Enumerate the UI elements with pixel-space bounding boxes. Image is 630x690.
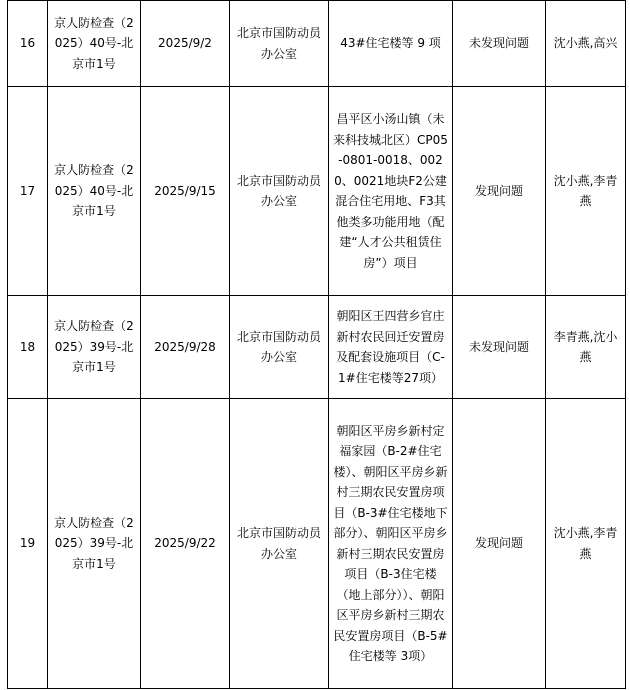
inspection-result: 未发现问题 xyxy=(453,296,546,399)
document-number: 京人防检查（2025）39号-北京市1号 xyxy=(48,296,141,399)
project-name: 昌平区小汤山镇（未来科技城北区）CP05-0801-0018、0020、0021地块F2公建混合住宅用地、F3其他类多功能用地（配建“人才公共租赁住房”）项目 xyxy=(329,87,453,296)
row-number: 19 xyxy=(8,399,48,689)
inspection-records-table xyxy=(7,0,626,689)
inspection-date: 2025/9/2 xyxy=(141,1,230,87)
table-row xyxy=(8,296,626,399)
table-row xyxy=(8,1,626,87)
inspecting-office: 北京市国防动员办公室 xyxy=(230,296,329,399)
document-number: 京人防检查（2025）40号-北京市1号 xyxy=(48,87,141,296)
inspectors: 沈小燕,李青燕 xyxy=(546,399,626,689)
inspectors: 沈小燕,高兴 xyxy=(546,1,626,87)
inspection-result: 未发现问题 xyxy=(453,1,546,87)
inspectors: 李青燕,沈小燕 xyxy=(546,296,626,399)
inspectors: 沈小燕,李青燕 xyxy=(546,87,626,296)
inspection-result: 发现问题 xyxy=(453,399,546,689)
project-name: 朝阳区王四营乡官庄新村农民回迁安置房及配套设施项目（C-1#住宅楼等27项） xyxy=(329,296,453,399)
inspection-date: 2025/9/22 xyxy=(141,399,230,689)
inspection-result: 发现问题 xyxy=(453,87,546,296)
table-row xyxy=(8,87,626,296)
inspecting-office: 北京市国防动员办公室 xyxy=(230,399,329,689)
inspection-date: 2025/9/28 xyxy=(141,296,230,399)
inspection-date: 2025/9/15 xyxy=(141,87,230,296)
project-name: 43#住宅楼等 9 项 xyxy=(329,1,453,87)
inspecting-office: 北京市国防动员办公室 xyxy=(230,87,329,296)
row-number: 17 xyxy=(8,87,48,296)
document-number: 京人防检查（2025）40号-北京市1号 xyxy=(48,1,141,87)
row-number: 16 xyxy=(8,1,48,87)
document-number: 京人防检查（2025）39号-北京市1号 xyxy=(48,399,141,689)
inspecting-office: 北京市国防动员办公室 xyxy=(230,1,329,87)
table-row xyxy=(8,399,626,689)
row-number: 18 xyxy=(8,296,48,399)
project-name: 朝阳区平房乡新村定福家园（B-2#住宅楼）、朝阳区平房乡新村三期农民安置房项目（B-3#住宅楼地下部分）、朝阳区平房乡新村三期农民安置房项目（B-3住宅楼（地上部分））、朝阳区平房乡新村三期农民安置房项目（B-5#住宅楼等 3项） xyxy=(329,399,453,689)
